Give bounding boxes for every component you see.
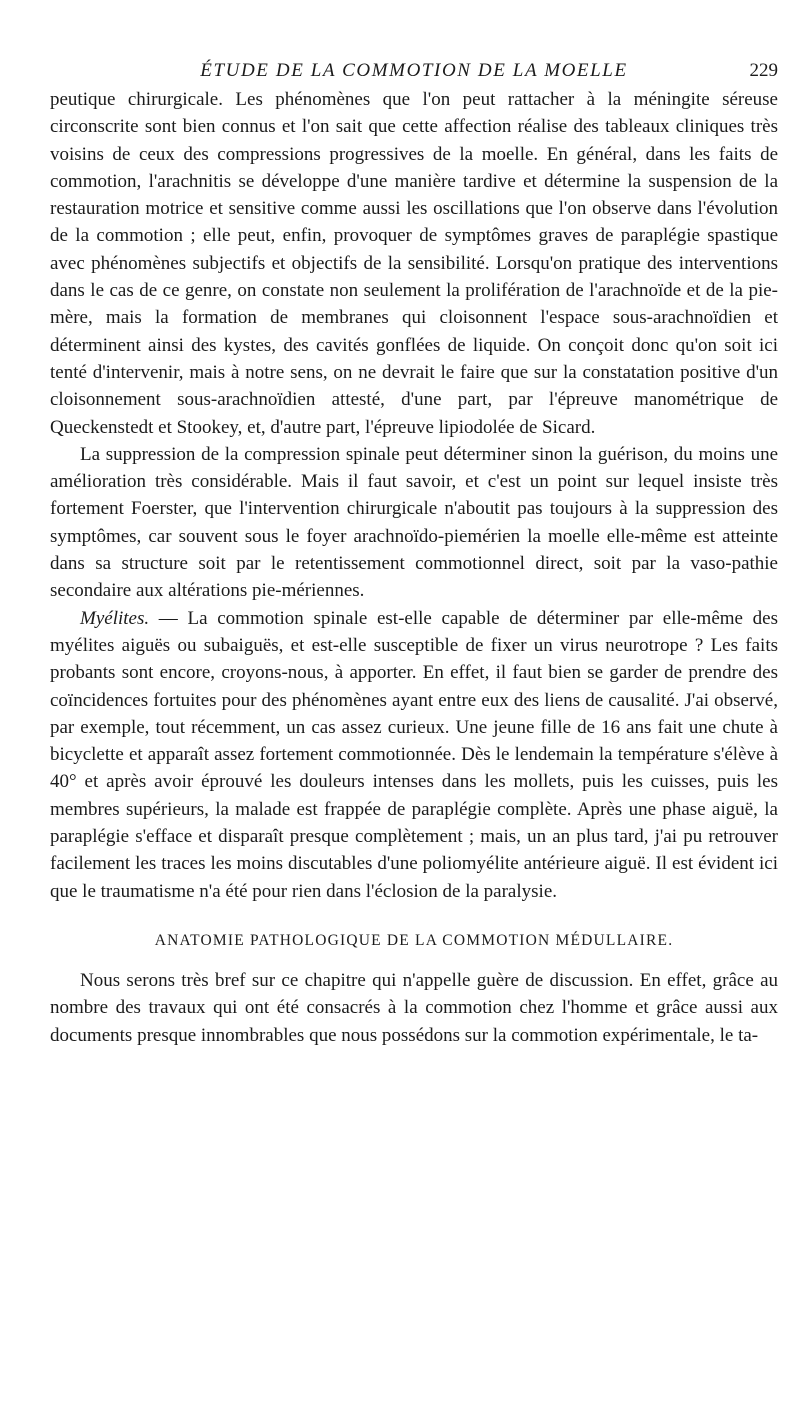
paragraph-lead-myelites: Myélites. — [80, 607, 150, 629]
paragraph-compression: La suppression de la compression spinale peut déterminer sinon la guérison, du moins une amélioration très considérable. Mais il faut savoir, et c'est un point sur lequel insiste très fortement Foerster, que l'intervention chirurgicale n'aboutit pas toujours à la suppression des symptômes, car souvent sous le foyer arachnoïdo-piemérien la moelle elle-même est atteinte dans sa structure soit par le retentissement commotionnel direct, soit par la vaso-pathie secondaire aux altérations pie-mériennes. — [50, 443, 778, 602]
paragraph-continuation: peutique chirurgicale. Les phénomènes que l'on peut rattacher à la méningite séreuse circonscrite sont bien connus et l'on sait que cette affection réalise des tableaux cliniques très voisins de ceux des compressions progressives de la moelle. En général, dans les faits de commotion, l'arachnitis se développe d'une manière tardive et détermine la suspension de la restauration motrice et sensitive comme aussi les oscillations que l'on observe dans l'évolution de la commotion ; elle peut, enfin, provoquer de symptômes graves de paraplégie spastique avec phénomènes subjectifs et objectifs de la sensibilité. Lorsqu'on pratique des interventions dans le cas de ce genre, on constate non seulement la prolifération de l'arachnoïde et de la pie-mère, mais la formation de membranes qui cloisonnent l'espace sous-arachnoïdien et déterminent ainsi des kystes, des cavités gonflées de liquide. On conçoit donc qu'on soit ici tenté d'intervenir, mais à notre sens, on ne devrait le faire que sur la constatation positive d'un cloisonnement sous-arachnoïdien attesté, d'une part, par l'épreuve manométrique de Queckenstedt et Stookey, et, d'autre part, l'épreuve lipiodolée de Sicard. — [50, 89, 778, 438]
paragraph-myelites — [50, 605, 778, 905]
paragraph-myelites-text: — La commotion spinale est-elle capable de déterminer par elle-même des myélites aiguës ou subaiguës, et est-elle susceptible de fixer un virus neurotrope ? Les faits probants sont encore, croyons-nous, à apporter. En effet, il faut bien se garder de prendre des coïncidences fortuites pour des phénomènes ayant entre eux des liens de causalité. J'ai observé, par exemple, tout récemment, un cas assez curieux. Une jeune fille de 16 ans fait une chute à bicyclette et apparaît assez fortement commotionnée. Dès le lendemain la température s'élève à 40° et après avoir éprouvé les douleurs intenses dans les mollets, puis les cuisses, puis les membres supérieurs, la malade est frappée de paraplégie complète. Après une phase aiguë, la paraplégie s'efface et disparaît presque complètement ; mais, un an plus tard, j'ai pu retrouver facilement les traces les moins discutables d'une poliomyélite antérieure aiguë. Il est évident ici que le traumatisme n'a été pour rien dans l'éclosion de la paralysie. — [50, 607, 778, 902]
running-title: ÉTUDE DE LA COMMOTION DE LA MOELLE — [200, 60, 628, 81]
paragraph-anatomie: Nous serons très bref sur ce chapitre qui n'appelle guère de discussion. En effet, grâce au nombre des travaux qui ont été consacrés à la commotion chez l'homme et grâce aussi aux documents presque innombrables que nous possédons sur la commotion expérimentale, le ta- — [50, 969, 778, 1046]
body-text — [50, 86, 778, 1049]
section-heading: ANATOMIE PATHOLOGIQUE DE LA COMMOTION MÉDULLAIRE. — [154, 931, 674, 949]
page-number: 229 — [749, 60, 778, 81]
running-head — [50, 56, 778, 86]
